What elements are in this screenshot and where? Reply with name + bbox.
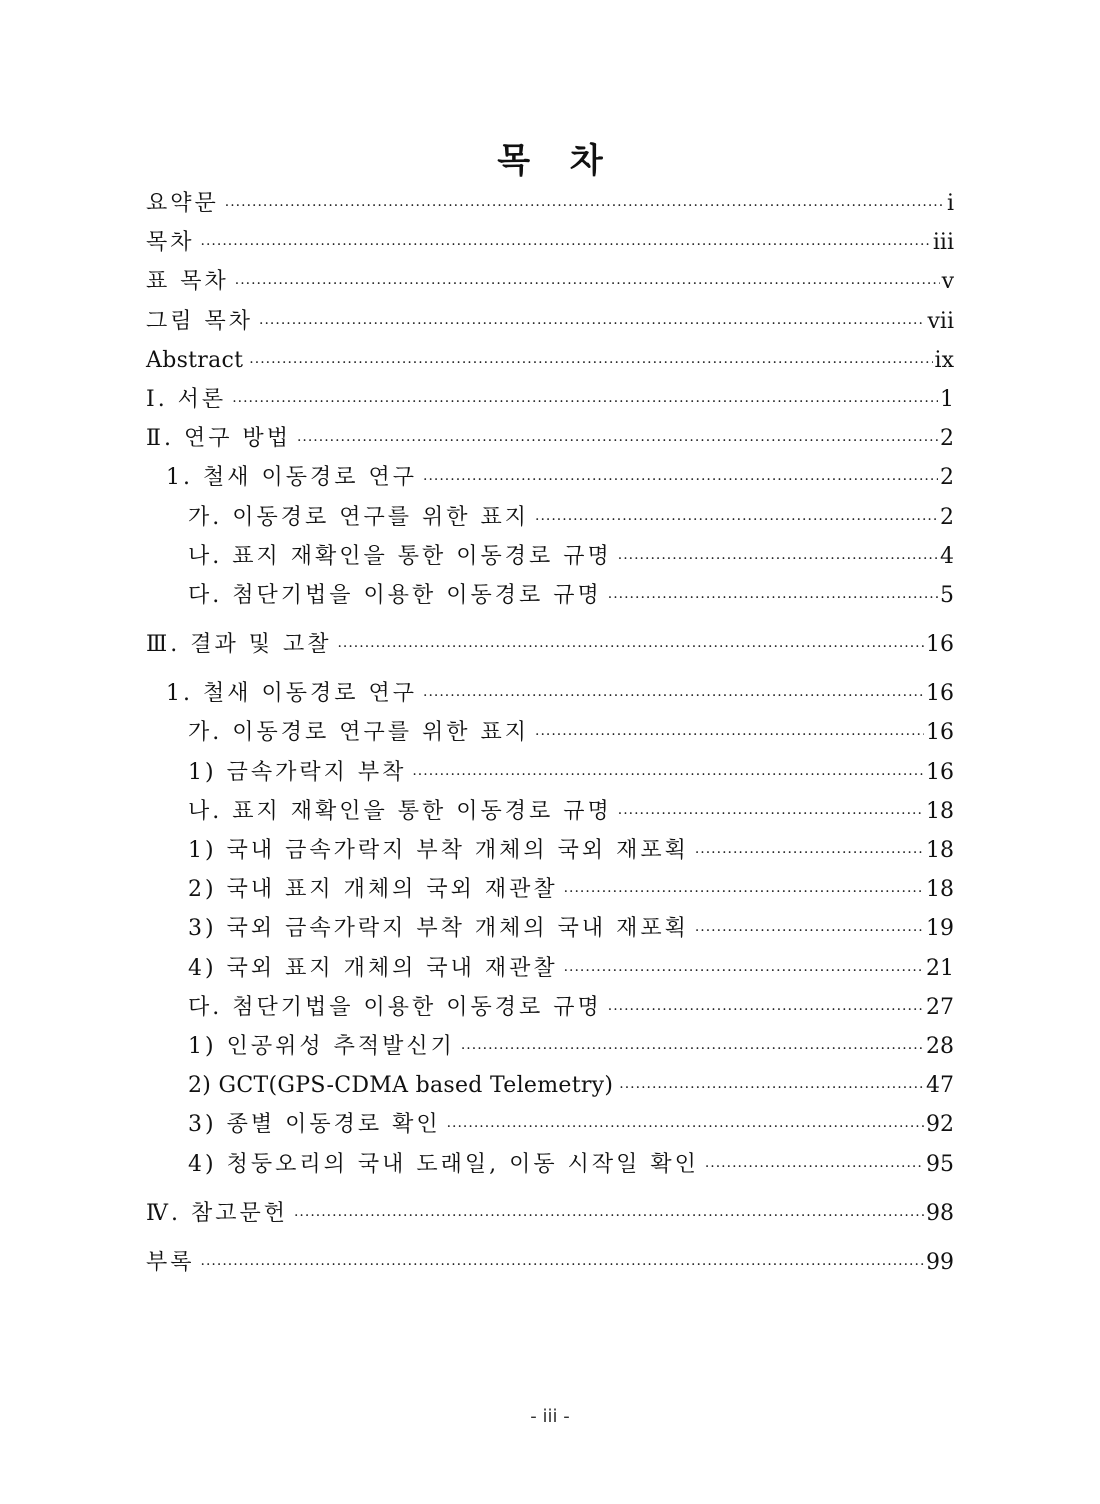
toc-entry-page: 18 (926, 798, 954, 824)
toc-entry-label: 가. 이동경로 연구를 위한 표지 (188, 504, 529, 530)
dot-leader (249, 344, 932, 383)
toc-entry-label: Ⅱ. 연구 방법 (146, 426, 291, 452)
toc-entry-item (146, 753, 954, 792)
toc-entry-label: 나. 표지 재확인을 통한 이동경로 규명 (188, 543, 612, 569)
dot-leader (259, 305, 925, 344)
dot-leader (608, 579, 938, 618)
toc-entry-item (146, 1066, 954, 1105)
toc-entry-page: 2 (940, 426, 954, 452)
toc-entry-page: v (941, 269, 954, 295)
toc-entry-label: Abstract (146, 347, 244, 373)
toc-entry-page: 1 (940, 386, 954, 412)
toc-entry-label: 그림 목차 (146, 308, 254, 334)
toc-entry-page: 18 (926, 877, 954, 903)
dot-leader (461, 1030, 924, 1069)
dot-leader (695, 834, 924, 873)
toc-entry-page: 18 (926, 838, 954, 863)
toc-entry-page: 16 (926, 759, 954, 785)
dot-leader (619, 1069, 924, 1108)
toc-entry-label: 2) 국내 표지 개체의 국외 재관찰 (188, 877, 558, 903)
dot-leader (705, 1148, 924, 1187)
toc-entry-label: 4) 국외 표지 개체의 국내 재관찰 (188, 955, 558, 981)
toc-entry-page: 16 (926, 632, 954, 658)
toc-entry-label: 요약문 (146, 191, 219, 216)
toc-entry-label: 나. 표지 재확인을 통한 이동경로 규명 (188, 798, 612, 824)
toc-entry-item (146, 1145, 954, 1184)
toc-entry-label: Ⅳ. 참고문헌 (146, 1200, 288, 1226)
toc-entry-item (146, 949, 954, 988)
toc-entry-section (146, 674, 954, 713)
dot-leader (201, 1246, 924, 1285)
toc-entry-subsection (146, 792, 954, 831)
dot-leader (337, 628, 924, 667)
toc-entry-label: 1) 인공위성 추적발신기 (188, 1033, 455, 1059)
dot-leader (294, 1197, 924, 1236)
toc-entry-subsection (146, 576, 954, 615)
dot-leader (232, 383, 938, 422)
toc-entry-page: 99 (926, 1249, 954, 1275)
toc-entry-page: 21 (926, 955, 954, 981)
toc-entry-appendix (146, 1243, 954, 1282)
page-number-footer: - iii - (530, 1406, 570, 1427)
toc-entry-label: 1) 국내 금속가락지 부착 개체의 국외 재포획 (188, 838, 689, 863)
toc-entry-summary (146, 184, 954, 223)
toc-entry-page: 92 (926, 1112, 954, 1138)
toc-entry-list-of-figures (146, 302, 954, 341)
toc-entry-label: 1) 금속가락지 부착 (188, 759, 407, 785)
dot-leader (618, 540, 938, 579)
dot-leader (423, 677, 924, 716)
dot-leader (535, 716, 924, 755)
toc-entry-abstract (146, 341, 954, 380)
dot-leader (618, 795, 924, 834)
toc-entry-label: 3) 국외 금속가락지 부착 개체의 국내 재포획 (188, 916, 689, 942)
dot-leader (201, 226, 931, 265)
toc-entry-item (146, 870, 954, 909)
toc-entry-chapter-3 (146, 625, 954, 664)
toc-entry-label: 1. 철새 이동경로 연구 (166, 465, 417, 491)
toc-entry-subsection (146, 713, 954, 752)
toc-entry-page: 28 (926, 1033, 954, 1059)
toc-entry-label: 다. 첨단기법을 이용한 이동경로 규명 (188, 582, 602, 608)
toc-entry-contents (146, 223, 954, 262)
toc-entry-label: 가. 이동경로 연구를 위한 표지 (188, 720, 529, 746)
toc-entry-page: 95 (926, 1151, 954, 1177)
toc-entry-page: 98 (926, 1200, 954, 1226)
dot-leader (695, 912, 924, 951)
toc-entry-page: 2 (940, 465, 954, 491)
toc-entry-page: ix (934, 347, 954, 373)
toc-entry-label: 표 목차 (146, 269, 229, 295)
toc-entry-label: 부록 (146, 1249, 195, 1275)
toc-entry-list-of-tables (146, 262, 954, 301)
toc-entry-page: 5 (940, 582, 954, 608)
table-of-contents (146, 184, 954, 1282)
toc-entry-label: 1. 철새 이동경로 연구 (166, 681, 417, 707)
toc-entry-item (146, 1027, 954, 1066)
dot-leader (297, 422, 938, 461)
dot-leader (535, 501, 938, 540)
toc-entry-label: Ⅰ. 서론 (146, 386, 227, 412)
toc-entry-subsection (146, 988, 954, 1027)
toc-entry-label: 4) 청둥오리의 국내 도래일, 이동 시작일 확인 (188, 1151, 699, 1177)
toc-entry-page: 19 (926, 916, 954, 942)
dot-leader (564, 873, 924, 912)
dot-leader (564, 952, 924, 991)
toc-entry-page: 47 (926, 1073, 954, 1099)
toc-entry-label: Ⅲ. 결과 및 고찰 (146, 632, 332, 658)
dot-leader (235, 265, 940, 304)
toc-entry-page: 2 (940, 504, 954, 530)
page-title: 목 차 (497, 140, 617, 181)
toc-entry-page: iii (932, 230, 954, 256)
toc-entry-page: 27 (926, 994, 954, 1020)
toc-entry-page: i (946, 191, 954, 216)
toc-entry-chapter-2 (146, 419, 954, 458)
toc-entry-label: 다. 첨단기법을 이용한 이동경로 규명 (188, 994, 602, 1020)
toc-entry-chapter-4 (146, 1194, 954, 1233)
toc-entry-chapter-1 (146, 380, 954, 419)
dot-leader (412, 756, 924, 795)
dot-leader (423, 461, 938, 500)
toc-entry-page: 4 (940, 543, 954, 569)
toc-entry-section (146, 458, 954, 497)
dot-leader (608, 991, 924, 1030)
toc-entry-subsection (146, 498, 954, 537)
dot-leader (447, 1108, 924, 1147)
dot-leader (225, 187, 942, 226)
toc-entry-page: 16 (926, 720, 954, 746)
toc-entry-item (146, 831, 954, 870)
toc-entry-page: vii (927, 308, 954, 334)
toc-entry-label: 2) GCT(GPS-CDMA based Telemetry) (188, 1073, 614, 1099)
toc-entry-page: 16 (926, 681, 954, 707)
toc-entry-label: 3) 종별 이동경로 확인 (188, 1112, 441, 1138)
toc-entry-item (146, 909, 954, 948)
toc-entry-label: 목차 (146, 230, 195, 256)
toc-entry-item (146, 1105, 954, 1144)
toc-entry-subsection (146, 537, 954, 576)
